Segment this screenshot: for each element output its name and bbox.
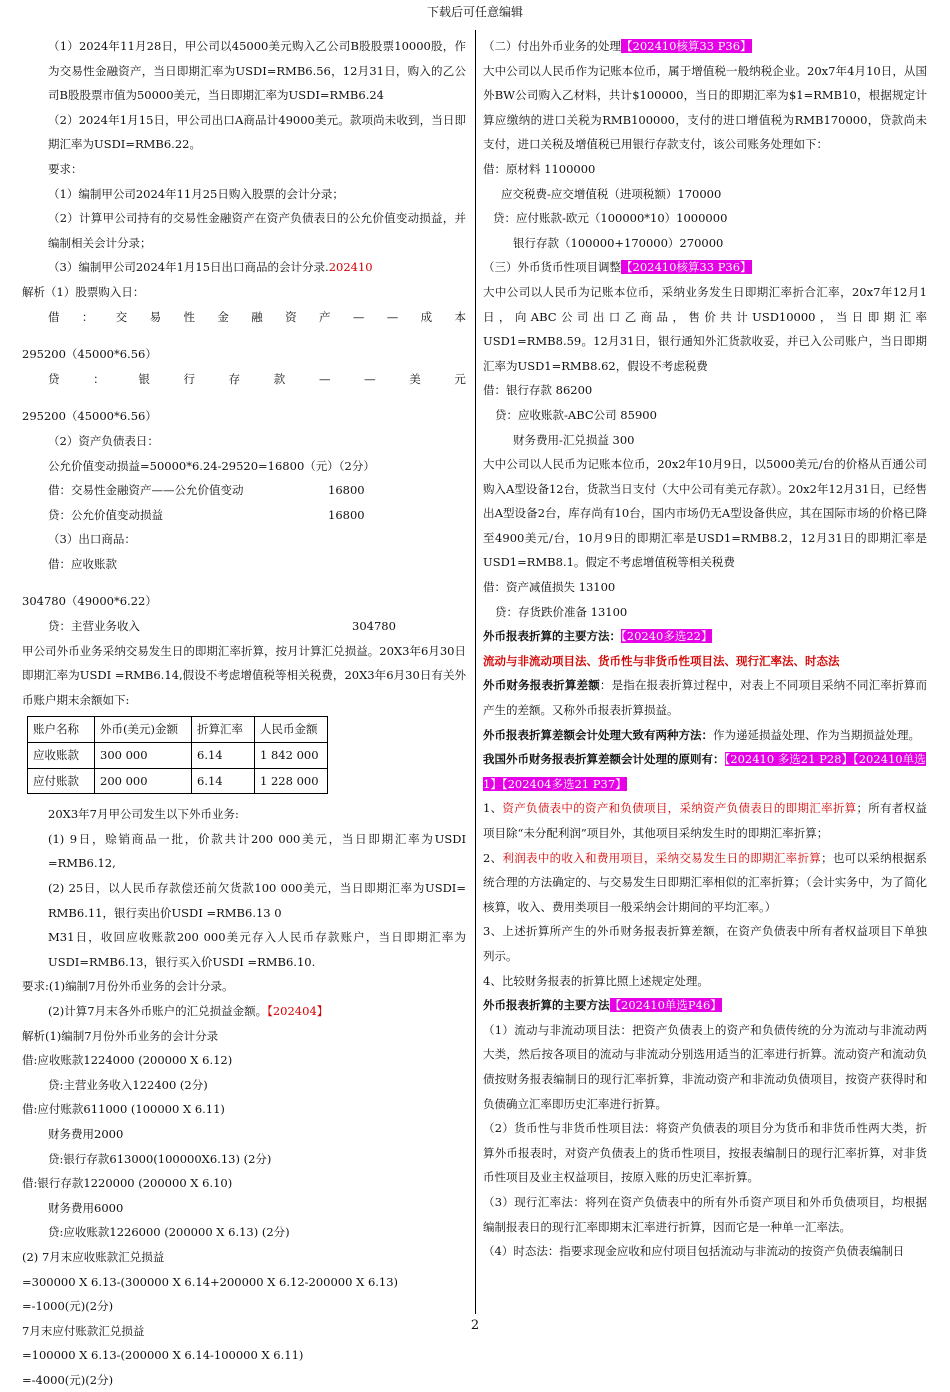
- paragraph: [22, 999, 466, 1024]
- paragraph: 借:银行存款1220000 (200000 X 6.10): [22, 1176, 233, 1191]
- paragraph-text: ：是指在报表折算过程中，对表上不同项目采纳不同汇率折算而产生的差额。又称外币报表折算损益。: [483, 678, 927, 718]
- paragraph: 大中公司以人民币为记账本位币，20x2年10月9日，以5000美元/台的价格从百通公司购入A型设备12台，货款当日支付（大中公司有美元存款）。20x2年12月31日，已经售出A型设备2台，库存尚有10台，国内市场仍无A型设备供应，其在国际市场的价格已降至4900美元/台，10月9日的即期汇率是USD1=RMB8.2，12月31日的即期汇率是USD1=RMB8.1。假定不考虑增值税等相关税费: [483, 457, 927, 570]
- paragraph: 295200（45000*6.56）: [22, 347, 157, 362]
- table-cell: 300 000: [95, 743, 192, 769]
- spread-char: 元: [454, 371, 466, 386]
- term-label: 外币财务报表折算差额: [483, 678, 600, 693]
- spread-char: —: [364, 371, 376, 386]
- spread-char: 款: [273, 371, 286, 386]
- highlight-text: 资产负债表中的资产和负债项目，采纳资产负债表日的即期汇率折算: [502, 801, 857, 816]
- paragraph: (1) 9日，赊销商品一批，价款共计200 000美元，当日即期汇率为USDI =RMB6.12,: [48, 831, 466, 871]
- column-divider: [475, 30, 476, 1314]
- paragraph: [483, 846, 927, 920]
- table-cell: 1 228 000: [255, 768, 328, 794]
- paragraph: （2）2024年1月15日，甲公司出口A商品计49000美元。款项尚未收到，当日即期汇率为USDI=RMB6.22。: [48, 112, 466, 152]
- table-cell: 6.14: [192, 743, 255, 769]
- paragraph: =-1000(元)(2分): [22, 1299, 114, 1314]
- paragraph: 财务费用6000: [48, 1200, 124, 1215]
- spread-char: —: [318, 371, 331, 386]
- table-cell: 6.14: [192, 768, 255, 794]
- paragraph: （3）现行汇率法：将列在资产负债表中的所有外币资产项目和外币负债项目，均根据编制报表日的现行汇率即期末汇率进行折算，因而它是一种单一汇率法。: [483, 1194, 927, 1234]
- page-number: 2: [470, 1318, 480, 1333]
- heading-text: 外币报表折算的主要方法：: [483, 629, 621, 644]
- table-cell: 应收账款: [28, 743, 95, 769]
- exam-tag: 【202404多选21 P37】: [501, 776, 627, 791]
- paragraph: 要求：: [48, 161, 83, 176]
- spread-char: 贷: [48, 371, 60, 386]
- spread-char: 性: [183, 309, 195, 324]
- spread-char: 本: [454, 309, 466, 324]
- table-row: [28, 743, 328, 769]
- paragraph: 贷:银行存款613000(100000X6.13) (2分): [48, 1151, 272, 1166]
- spread-char: —: [352, 309, 365, 324]
- journal-account: 贷：公允价值变动损益: [48, 507, 163, 522]
- journal-amount: 16800: [328, 483, 365, 498]
- paragraph: 4、比较财务报表的折算比照上述规定处理。: [483, 973, 709, 988]
- paragraph: =-4000(元)(2分): [22, 1372, 114, 1387]
- paragraph: [22, 255, 466, 280]
- paragraph: =100000 X 6.13-(200000 X 6.14-100000 X 6.11): [22, 1348, 304, 1363]
- journal-amount: 16800: [328, 507, 365, 522]
- paragraph: [483, 34, 927, 59]
- exam-tag: 【202410核算33 P36】: [621, 260, 752, 275]
- paragraph: 大中公司以人民币为记账本位币，采纳业务发生日即期汇率折合汇率，20x7年12月1日，向ABC公司出口乙商品，售价共计USD10000，当日即期汇率USD1=RMB8.59。12月31日，银行通知外汇货款收妥，并已入公司账户，当日即期汇率为USD1=RMB8.62，假设不考虑税费: [483, 284, 927, 373]
- paragraph: 借:应收账款1224000 (200000 X 6.12): [22, 1053, 233, 1068]
- paragraph: 304780（49000*6.22）: [22, 594, 157, 609]
- balance-table: [27, 716, 328, 794]
- table-header: 折算汇率: [192, 717, 255, 743]
- paragraph: 解析（1）股票购入日：: [22, 284, 145, 299]
- journal-line: [22, 478, 466, 503]
- spread-char: 融: [251, 309, 263, 324]
- table-header-row: [28, 717, 328, 743]
- paragraph: （2）资产负债表日：: [48, 433, 159, 448]
- spread-char: 行: [183, 371, 195, 386]
- exam-tag: 【202410 多选21 P28】: [724, 752, 853, 767]
- exam-tag: 【202404】: [267, 1003, 329, 1018]
- paragraph: 295200（45000*6.56）: [22, 409, 157, 424]
- journal-account: 借：交易性金融资产——公允价值变动: [48, 483, 244, 498]
- table-cell: 200 000: [95, 768, 192, 794]
- paragraph: 要求:(1)编制7月份外币业务的会计分录。: [22, 979, 234, 994]
- paragraph: (2) 25日，以人民币存款偿还前欠货款100 000美元，当日即期汇率为USDI= RMB6.11，银行卖出价USDI =RMB6.13 0: [48, 881, 466, 920]
- credit-entry-spread: [22, 367, 466, 392]
- paragraph: [483, 796, 927, 845]
- paragraph: （1）编制甲公司2024年11月25日购入股票的会计分录；: [48, 186, 344, 201]
- paragraph: [483, 723, 927, 748]
- paragraph: 流动与非流动项目法、货币性与非货币性项目法、现行汇率法、时态法: [483, 653, 840, 668]
- paragraph: 7月末应付账款汇兑损益: [22, 1323, 145, 1338]
- journal-line: [22, 614, 466, 639]
- paragraph: =300000 X 6.13-(300000 X 6.14+200000 X 6.12-200000 X 6.13): [22, 1274, 399, 1289]
- exam-tag: 【202410单选1】: [483, 752, 926, 791]
- table-cell: 应付账款: [28, 768, 95, 794]
- paragraph: 贷:应收账款1226000 (200000 X 6.13) (2分): [48, 1225, 290, 1240]
- table-row: [28, 768, 328, 794]
- paragraph-text: （三）外币货币性项目调整: [483, 260, 621, 275]
- paragraph: 贷：应付账款-欧元（100000*10）1000000: [493, 211, 728, 226]
- paragraph: 公允价值变动损益=50000*6.24-29520=16800（元）（2分）: [48, 458, 375, 473]
- spread-char: 资: [285, 309, 297, 324]
- list-marker: 1、: [483, 801, 503, 816]
- exam-tag: 【202410单选P46】: [609, 998, 722, 1013]
- spread-char: ：: [81, 309, 94, 324]
- paragraph: 借：原材料 1100000: [483, 161, 596, 176]
- spread-char: 金: [217, 309, 229, 324]
- paragraph: (2) 7月末应收账款汇兑损益: [22, 1249, 165, 1264]
- paragraph-text: （二）付出外币业务的处理: [483, 39, 621, 53]
- journal-line: [22, 503, 466, 528]
- table-header: 账户名称: [28, 717, 95, 743]
- highlight-text: 利润表中的收入和费用项目，采纳交易发生日的即期汇率折算: [502, 850, 822, 865]
- spread-char: 存: [228, 371, 241, 386]
- paragraph: 甲公司外币业务采纳交易发生日的即期汇率折算，按月计算汇兑损益。20X3年6月30日即期汇率为USDI =RMB6.14,假设不考虑增值税等相关税费，20X3年6月30日有关外币账户期末余额如下:: [22, 643, 466, 707]
- paragraph: 大中公司以人民币作为记账本位币，属于增值税一般纳税企业。20x7年4月10日，从国外BW公司购入乙材料，共计$100000，当日的即期汇率为$1=RMB10，根据规定计算应缴纳的进口关税为RMB100000，支付的进口增值税为RMB170000，贷款尚未支付，进口关税及增值税已用银行存款支付，该公司账务处理如下：: [483, 63, 927, 152]
- spread-char: 易: [149, 309, 162, 324]
- exam-tag: 【20240多选22】: [621, 629, 713, 644]
- paragraph-text: (2)计算7月末各外币账户的汇兑损益金额。: [48, 1003, 268, 1018]
- paragraph: 解析(1)编制7月份外币业务的会计分录: [22, 1028, 219, 1043]
- paragraph: （3）出口商品：: [48, 532, 136, 547]
- table-cell: 1 842 000: [255, 743, 328, 769]
- paragraph: （2）计算甲公司持有的交易性金融资产在资产负债表日的公允价值变动损益，并编制相关会计分录；: [48, 211, 466, 250]
- paragraph: 贷:主营业务收入122400 (2分): [48, 1077, 208, 1092]
- section-heading: [483, 747, 927, 796]
- spread-char: 银: [138, 371, 150, 386]
- journal-amount: 304780: [352, 619, 396, 634]
- heading-text: 我国外币财务报表折算差额会计处理的原则有：: [483, 752, 725, 767]
- spread-char: 借: [48, 309, 60, 324]
- paragraph: 财务费用2000: [48, 1126, 124, 1141]
- paragraph: （4）时态法：指要求现金应收和应付项目包括流动与非流动的按资产负债表编制日: [483, 1244, 905, 1259]
- table-header: 人民币金额: [255, 717, 328, 743]
- paragraph: 贷：应收账款-ABC公司 85900: [495, 407, 657, 422]
- list-marker: 2、: [483, 850, 503, 865]
- paragraph: M31日，收回应收账款200 000美元存入人民币存款账户，当日即期汇率为USDI=RMB6.13，银行买入价USDI =RMB6.10.: [48, 930, 466, 969]
- paragraph-text: 作为递延损益处理、作为当期损益处理。: [713, 727, 920, 742]
- journal-account: 贷：主营业务收入: [48, 619, 140, 634]
- paragraph: 财务费用-汇兑损益 300: [513, 432, 635, 447]
- paragraph-text: ；所有者权益项目除“未分配利润”项目外，其他项目采纳发生时的即期汇率折算；: [483, 801, 927, 840]
- paragraph: 借：应收账款: [48, 556, 117, 571]
- section-heading: [483, 624, 927, 649]
- paragraph: （2）货币性与非货币性项目法：将资产负债表的项目分为货币和非货币性两大类，折算外币报表时，对资产负债表上的货币性项目，按报表编制日的现行汇率折算，对非货币性项目及业主权益项目，按原入账的历史汇率折算。: [483, 1121, 927, 1185]
- spread-char: ：: [93, 371, 105, 386]
- paragraph: 贷：存货跌价准备 13100: [495, 604, 628, 619]
- table-header: 外币(美元)金额: [95, 717, 192, 743]
- heading-text: 外币报表折算的主要方法: [483, 998, 610, 1013]
- paragraph-text: ；也可以采纳根据系统合理的方法确定的、与交易发生日即期汇率相似的汇率折算；（会计实务中，为了简化核算，收入、费用类项目一般采纳会计期间的平均汇率。）: [483, 850, 927, 914]
- left-column: [22, 34, 466, 1392]
- paragraph: （1）2024年11月28日，甲公司以45000美元购入乙公司B股股票10000股，作为交易性金融资产，当日即期汇率为USDI=RMB6.56，12月31日，购入的乙公司B股股票市值为50000美元，当日即期汇率为USDI=RMB6.24: [48, 39, 466, 103]
- debit-entry-spread: [22, 305, 466, 330]
- exam-tag: 202410: [328, 260, 373, 275]
- paragraph: 3、上述折算所产生的外币财务报表折算差额，在资产负债表中所有者权益项目下单独列示。: [483, 924, 927, 963]
- paragraph: [483, 255, 927, 280]
- paragraph: （1）流动与非流动项目法：把资产负债表上的资产和负债传统的分为流动与非流动两大类，然后按各项目的流动与非流动分别选用适当的汇率进行折算。流动资产和流动负债按财务报表编制日的现行汇率折算，非流动资产和非流动负债项目，按资产获得时和负债确立汇率即历史汇率进行折算。: [483, 1022, 927, 1111]
- page-header: 下载后可任意编辑: [426, 5, 523, 19]
- section-heading: [483, 993, 927, 1018]
- paragraph: 借：资产减值损失 13100: [483, 580, 616, 595]
- spread-char: 成: [420, 309, 433, 324]
- paragraph: 20X3年7月甲公司发生以下外币业务:: [48, 807, 239, 822]
- right-column: [483, 34, 927, 1264]
- exam-tag: 【202410核算33 P36】: [621, 39, 752, 53]
- paragraph: 借:应付账款611000 (100000 X 6.11): [22, 1102, 225, 1117]
- paragraph: 借：银行存款 86200: [483, 383, 593, 398]
- spread-char: 交: [115, 309, 128, 324]
- spread-char: 美: [409, 371, 421, 386]
- spread-char: —: [386, 309, 399, 324]
- paragraph: [483, 673, 927, 722]
- paragraph: 应交税费-应交增值税（进项税额）170000: [501, 186, 722, 201]
- paragraph-text: （3）编制甲公司2024年1月15日出口商品的会计分录.: [48, 260, 329, 275]
- term-label: 外币报表折算差额会计处理大致有两种方法：: [483, 727, 713, 742]
- spread-char: 产: [319, 309, 331, 324]
- paragraph: 银行存款（100000+170000）270000: [513, 235, 724, 250]
